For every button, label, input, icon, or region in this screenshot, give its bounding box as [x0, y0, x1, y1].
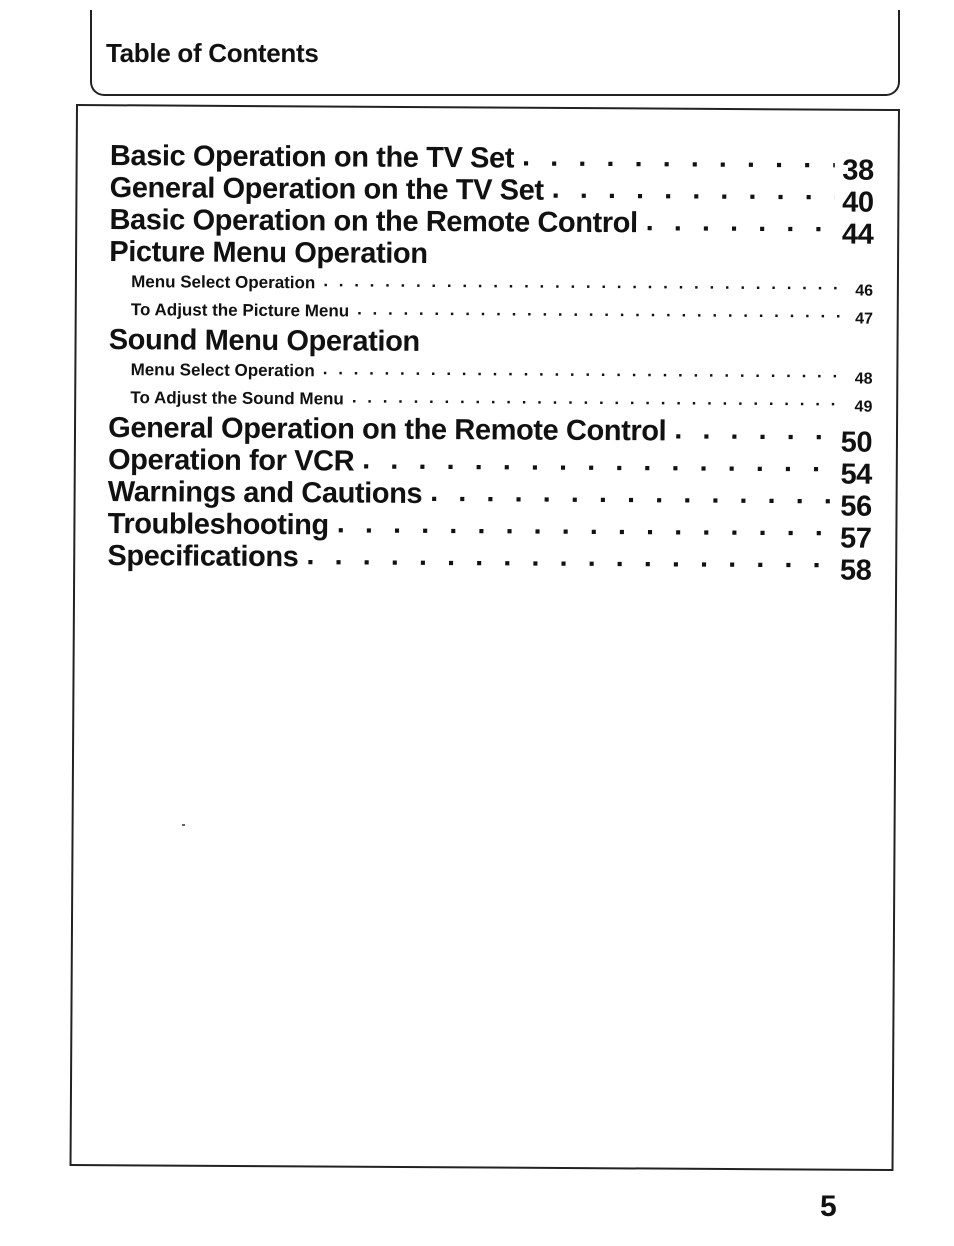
toc-entry-label: Basic Operation on the Remote Control	[109, 203, 638, 240]
toc-leader-dots	[362, 444, 833, 479]
toc-entry-label: Troubleshooting	[107, 507, 329, 542]
toc-entry-label: Specifications	[107, 539, 299, 574]
table-of-contents	[107, 140, 874, 587]
toc-entry-page: 50	[840, 426, 873, 459]
toc-entry-label: Operation for VCR	[107, 443, 355, 478]
toc-leader-dots	[674, 413, 833, 446]
scan-speck	[182, 824, 185, 826]
toc-entry-page: 40	[842, 186, 874, 219]
toc-entry[interactable]	[107, 443, 873, 491]
toc-entry[interactable]	[109, 171, 874, 219]
page-number: 5	[820, 1190, 837, 1223]
toc-entry-label: General Operation on the TV Set	[109, 171, 544, 207]
toc-entry-page: 56	[840, 490, 872, 523]
toc-subentry-page: 48	[854, 370, 873, 388]
toc-leader-dots	[552, 173, 835, 207]
toc-entry[interactable]	[107, 539, 872, 587]
toc-leader-dots	[352, 383, 847, 414]
toc-leader-dots	[337, 507, 833, 542]
toc-section-heading	[109, 324, 873, 361]
toc-entry-label: Basic Operation on the TV Set	[109, 140, 515, 175]
toc-leader-dots	[306, 539, 832, 574]
toc-entry[interactable]	[109, 140, 874, 187]
toc-leader-dots	[522, 141, 835, 175]
toc-subentry-page: 46	[855, 282, 874, 300]
toc-entry-page: 44	[841, 218, 874, 251]
toc-leader-dots	[430, 476, 832, 510]
page-title: Table of Contents	[106, 38, 319, 68]
toc-entry[interactable]	[108, 411, 873, 459]
toc-leader-dots	[323, 355, 847, 386]
toc-entry-page: 58	[839, 554, 872, 587]
toc-heading-label: Picture Menu Operation	[109, 235, 428, 270]
toc-subentry-label: To Adjust the Picture Menu	[130, 300, 350, 321]
toc-entry[interactable]	[107, 475, 872, 523]
toc-entry-label: General Operation on the Remote Control	[108, 411, 667, 448]
toc-entry-page: 54	[840, 458, 873, 491]
toc-subentry-page: 47	[855, 310, 873, 328]
toc-subentry-label: To Adjust the Sound Menu	[130, 388, 344, 409]
toc-leader-dots	[357, 296, 847, 327]
toc-entry[interactable]	[107, 507, 872, 555]
toc-section-heading	[109, 236, 873, 273]
toc-entry[interactable]	[109, 203, 874, 251]
toc-heading-label: Sound Menu Operation	[108, 323, 420, 358]
toc-subentry-label: Menu Select Operation	[131, 272, 316, 293]
toc-entry-page: 57	[840, 522, 872, 555]
header-tab	[90, 10, 900, 96]
toc-leader-dots	[323, 267, 847, 298]
toc-leader-dots	[646, 205, 835, 238]
toc-entry-label: Warnings and Cautions	[107, 475, 423, 510]
toc-entry-page: 38	[842, 154, 874, 187]
toc-subentry-label: Menu Select Operation	[130, 360, 315, 381]
toc-subentry-page: 49	[854, 398, 873, 416]
